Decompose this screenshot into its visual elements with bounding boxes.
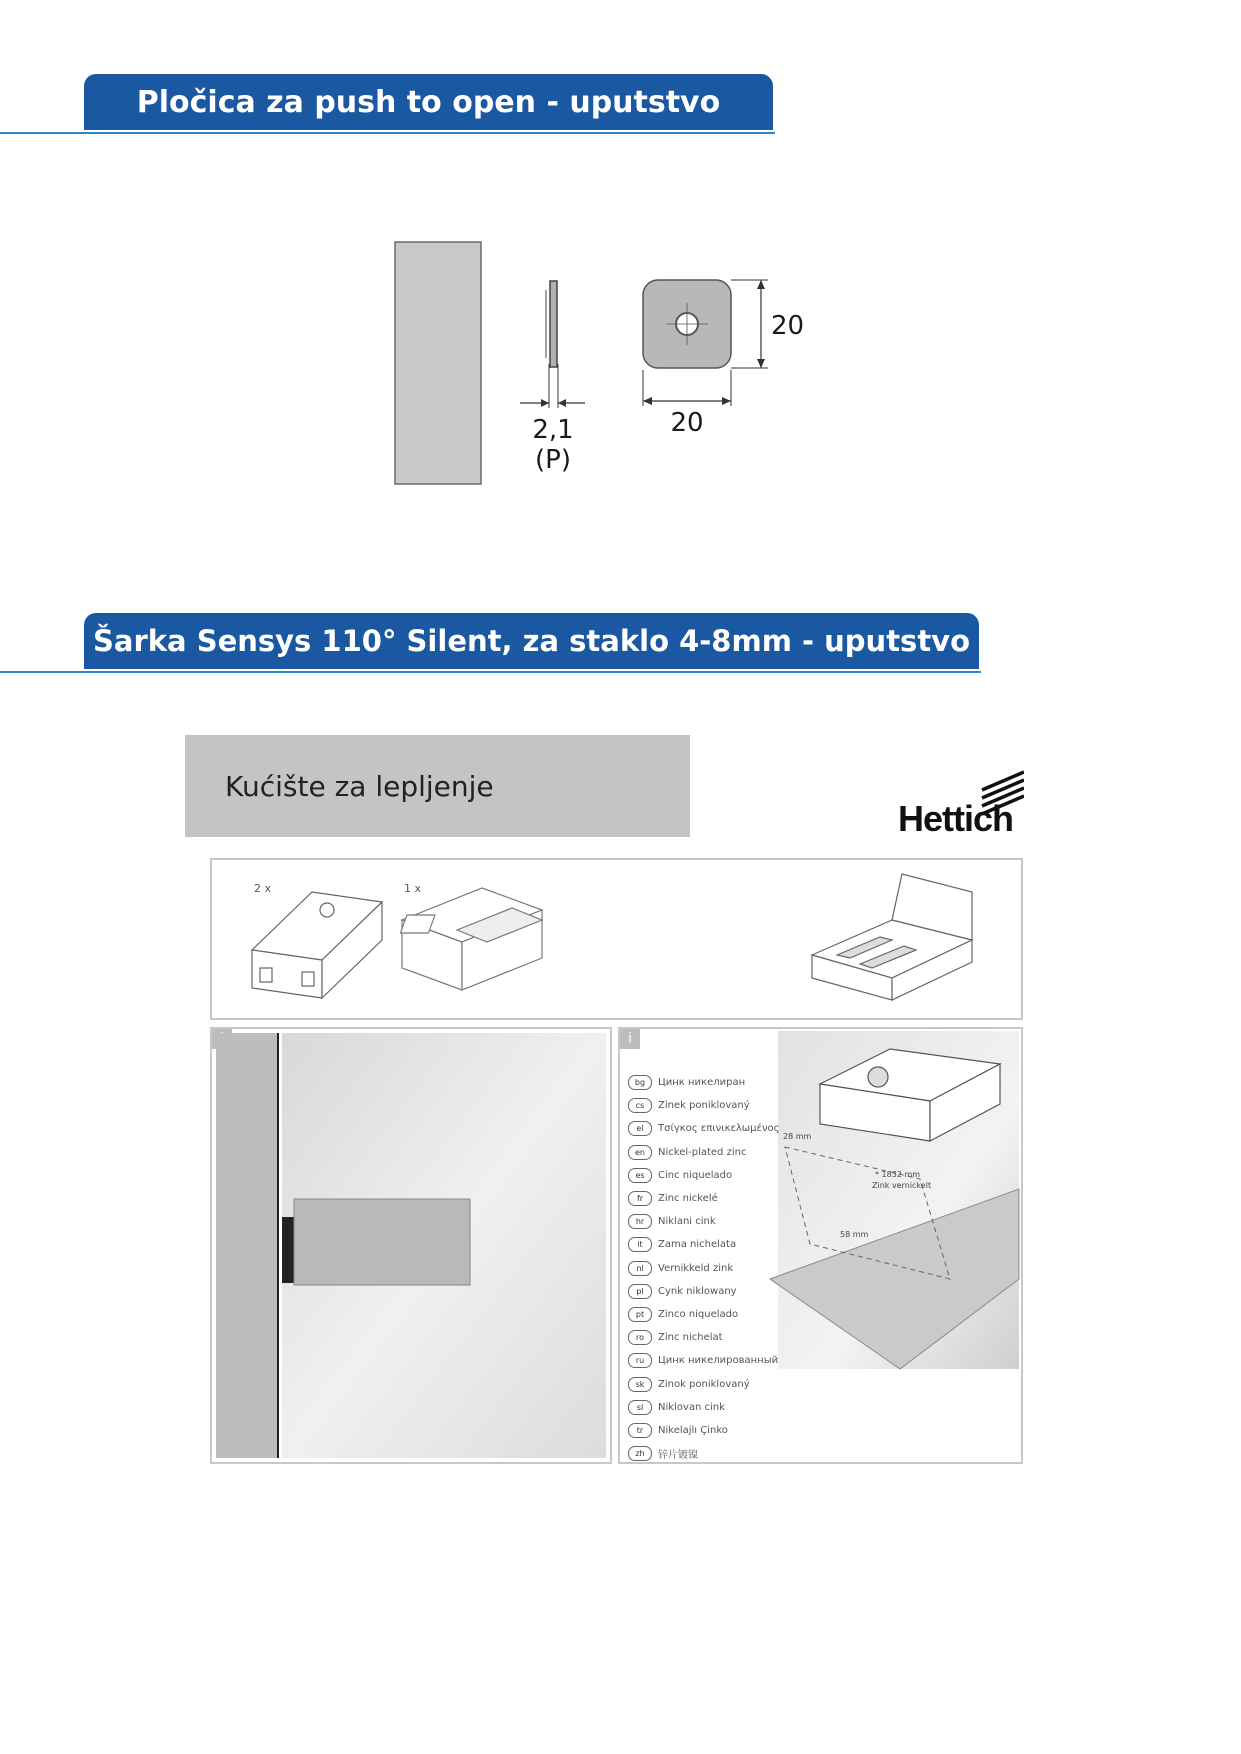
list-item <box>628 1094 780 1117</box>
thickness-label: 2,1 <box>532 415 574 445</box>
note-1832: * 1832 mm <box>875 1170 921 1179</box>
list-item <box>628 1280 780 1303</box>
lang-text: Zama nichelata <box>658 1239 737 1251</box>
installation-panel <box>210 1027 612 1464</box>
contents-panel <box>210 858 1023 1020</box>
lang-text: Zinek poniklovaný <box>658 1100 750 1112</box>
list-item <box>628 1396 780 1419</box>
lang-text: Zinc nickelé <box>658 1193 718 1205</box>
list-item <box>628 1442 780 1465</box>
thickness-sub-label: (P) <box>535 445 571 475</box>
lang-code: hr <box>628 1214 652 1229</box>
glued-housing <box>294 1199 470 1285</box>
section-header-push-to-open <box>0 74 775 134</box>
lang-text: Zinco niquelado <box>658 1308 739 1320</box>
lang-code: sl <box>628 1400 652 1415</box>
list-item <box>628 1117 780 1140</box>
dim-58: 58 mm <box>840 1230 869 1239</box>
lang-code: pl <box>628 1284 652 1299</box>
material-info-panel <box>618 1027 1023 1464</box>
lang-text: Τσίγκος επινικελωμένος <box>658 1123 780 1135</box>
lang-text: Nickel-plated zinc <box>658 1146 747 1158</box>
section-title: Pločica za push to open - uputstvo <box>84 74 773 130</box>
count-template: 1 x <box>404 882 422 895</box>
brand-name: Hettich <box>898 798 1014 839</box>
info-icon: i <box>620 1029 640 1049</box>
lang-text: Vernikkeld zink <box>658 1262 734 1274</box>
lang-text: Цинк никелиран <box>658 1077 746 1089</box>
height-dimension-label: 20 <box>771 311 805 341</box>
list-item <box>628 1164 780 1187</box>
count-housing: 2 x <box>254 882 272 895</box>
instruction-banner <box>185 735 690 837</box>
lang-code: ru <box>628 1353 652 1368</box>
list-item <box>628 1326 780 1349</box>
note-zink: Zink vernickelt <box>872 1181 932 1190</box>
lang-text: Cinc niquelado <box>658 1169 733 1181</box>
box-drawing <box>812 874 972 1000</box>
section-title: Šarka Sensys 110° Silent, za staklo 4-8mm - uputstvo <box>84 613 979 669</box>
language-list <box>628 1071 780 1465</box>
lang-text: Cynk niklowany <box>658 1285 737 1297</box>
lang-code: bg <box>628 1075 652 1090</box>
lang-code: fr <box>628 1191 652 1206</box>
lang-code: en <box>628 1145 652 1160</box>
door-panel <box>395 242 481 484</box>
lang-code: ro <box>628 1330 652 1345</box>
hettich-logo <box>898 760 1024 840</box>
header-rule <box>0 671 981 673</box>
list-item <box>628 1233 780 1256</box>
lang-text: Цинк никелированный <box>658 1355 779 1367</box>
lang-code: zh <box>628 1446 652 1461</box>
contents-illustration <box>212 860 1021 1018</box>
lang-text: Nikelajlı Çinko <box>658 1424 728 1436</box>
lang-code: el <box>628 1121 652 1136</box>
list-item <box>628 1210 780 1233</box>
header-rule <box>0 132 775 134</box>
lang-text: Zinc nichelat <box>658 1332 723 1344</box>
lang-code: es <box>628 1168 652 1183</box>
lang-text: Zinok poniklovaný <box>658 1378 750 1390</box>
adhesive-plate <box>282 1217 294 1283</box>
list-item <box>628 1187 780 1210</box>
dim-28: 28 mm <box>783 1132 812 1141</box>
list-item <box>628 1419 780 1442</box>
list-item <box>628 1349 780 1372</box>
hinge-housing-drawing <box>252 892 382 998</box>
list-item <box>628 1257 780 1280</box>
installation-illustration <box>212 1029 610 1462</box>
lang-code: tr <box>628 1423 652 1438</box>
lang-code: nl <box>628 1261 652 1276</box>
section-header-sensys-hinge <box>0 613 981 673</box>
mounting-template-drawing <box>400 888 542 990</box>
lang-text: Niklani cink <box>658 1216 716 1228</box>
list-item <box>628 1071 780 1094</box>
list-item <box>628 1141 780 1164</box>
list-item <box>628 1303 780 1326</box>
width-dimension-label: 20 <box>670 408 704 438</box>
lang-text: 锌片镀镍 <box>658 1450 698 1462</box>
lang-code: sk <box>628 1377 652 1392</box>
dimension-drawing <box>380 230 830 500</box>
lang-code: cs <box>628 1098 652 1113</box>
lang-code: it <box>628 1237 652 1252</box>
lang-text: Niklovan cink <box>658 1401 725 1413</box>
banner-text: Kućište za lepljenje <box>225 769 494 803</box>
cabinet-side <box>216 1033 278 1458</box>
lang-code: pt <box>628 1307 652 1322</box>
list-item <box>628 1372 780 1395</box>
plate-side-view <box>550 281 557 367</box>
